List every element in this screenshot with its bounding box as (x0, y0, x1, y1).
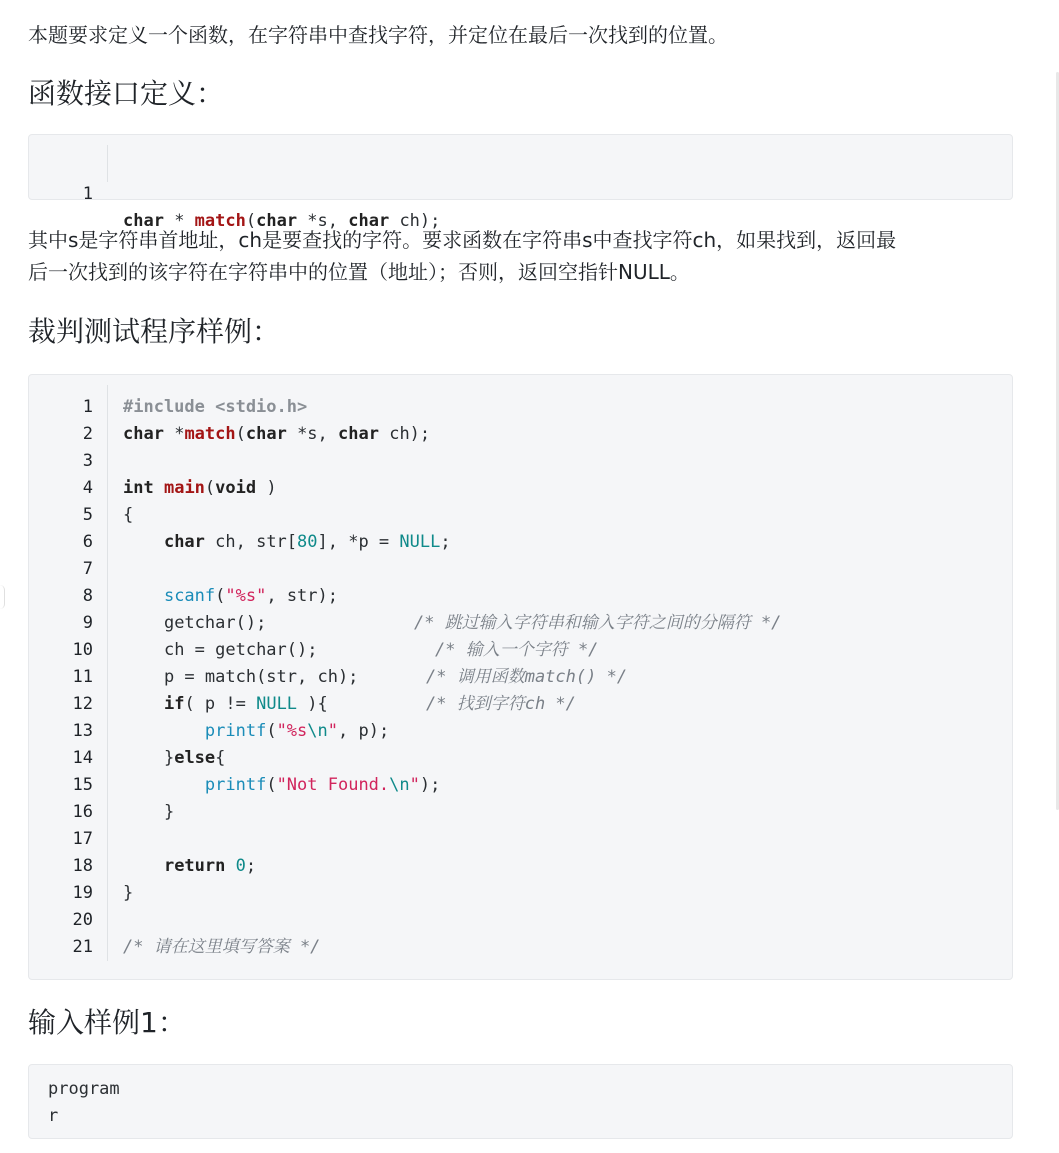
heading-function-interface: 函数接口定义： (28, 77, 225, 110)
intro-text: 本题要求定义一个函数，在字符串中查找字符，并定位在最后一次找到的位置。 (28, 23, 728, 47)
test-program-code-block: 1 #include <stdio.h> 2 char *match(char *s, char ch); 3 4 int main(void ) 5 { 6 char ch, str[80], *p = NULL; 7 8 scanf("%s", str); 9 getchar(); /* 跳过输入字符串和输入字符之间的分隔符 */ 10 ch = getchar(); /* 输入一个字符 */ 11 p = match(str, ch); /* 调用函数match() */ 12 if( p != NULL ){ /* 找到字符ch */ 13 printf("%s\n", p); 14 }else{ 15 printf("Not Found.\n"); 16 } 17 18 return 0; 19 } 20 21 /* 请在这里填写答案 */ (28, 374, 1013, 980)
description-line-1: 其中s是字符串首地址，ch是要查找的字符。要求函数在字符串s中查找字符ch，如果找到，返回最 (28, 228, 897, 252)
interface-code-block (28, 134, 1013, 231)
input-sample-text: program r (48, 1079, 120, 1126)
line-number: 1 (82, 184, 93, 204)
code-line: 1 char * match(char *s, char ch); (29, 154, 1014, 181)
side-panel-handle[interactable] (0, 585, 5, 609)
heading-input-sample: 输入样例1： (28, 1006, 186, 1039)
input-sample-block (28, 1064, 1013, 1139)
heading-test-program: 裁判测试程序样例： (28, 315, 281, 348)
description-line-2: 后一次找到的该字符在字符串中的位置（地址）；否则，返回空指针NULL。 (28, 260, 690, 284)
